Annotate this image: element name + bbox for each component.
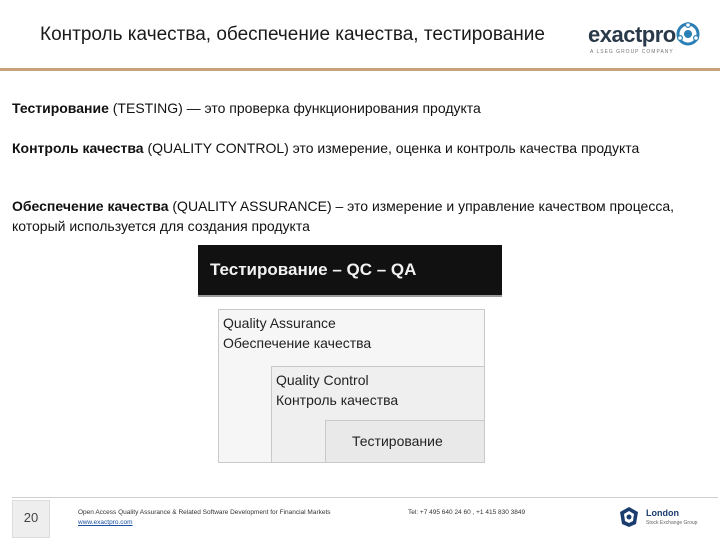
definition-text: (QUALITY CONTROL) это измерение, оценка и контроль качества продукта <box>143 140 640 156</box>
qa-label-en: Quality Assurance <box>223 315 336 331</box>
lse-wordmark: London <box>646 508 679 518</box>
qa-label-ru: Обеспечение качества <box>223 335 372 351</box>
slide-title: Контроль качества, обеспечение качества, тестирование <box>40 24 545 45</box>
logo-wordmark: exactpro <box>588 22 676 47</box>
exactpro-logo <box>588 20 700 60</box>
diagram-banner <box>198 245 502 297</box>
qc-label-ru: Контроль качества <box>276 392 399 408</box>
footer-description: Open Access Quality Assurance & Related Software Development for Financial Markets <box>78 509 331 516</box>
footer-contact: Tel: +7 495 640 24 60 , +1 415 830 3849 <box>408 509 526 516</box>
qc-box-label <box>276 370 398 410</box>
definition-quality-assurance <box>12 196 702 236</box>
definition-term: Контроль качества <box>12 140 144 156</box>
definition-text: (QUALITY ASSURANCE) – это измерение и управление качеством процесса, который используется для создания продукта <box>12 198 675 234</box>
header-divider <box>0 68 720 71</box>
footer-divider <box>12 497 718 498</box>
page-number-box <box>12 500 50 538</box>
definition-term: Тестирование <box>12 100 109 116</box>
definition-term: Обеспечение качества <box>12 198 169 214</box>
logo-subtitle: A LSEG GROUP COMPANY <box>590 49 674 55</box>
definition-text: (TESTING) — это проверка функционирования продукта <box>108 100 481 116</box>
footer-link[interactable]: www.exactpro.com <box>78 519 133 526</box>
exactpro-logo-icon <box>676 22 700 46</box>
testing-box <box>325 420 485 463</box>
lse-subtitle: Stock Exchange Group <box>646 520 698 526</box>
definition-testing <box>12 98 702 118</box>
lse-logo <box>618 506 708 532</box>
qa-box-label <box>223 313 371 353</box>
page-number: 20 <box>23 510 39 525</box>
diagram-banner-text: Тестирование – QC – QA <box>210 260 417 279</box>
lse-crest-icon <box>618 506 640 528</box>
definition-quality-control <box>12 138 702 158</box>
testing-label: Тестирование <box>352 433 443 449</box>
qc-label-en: Quality Control <box>276 372 369 388</box>
